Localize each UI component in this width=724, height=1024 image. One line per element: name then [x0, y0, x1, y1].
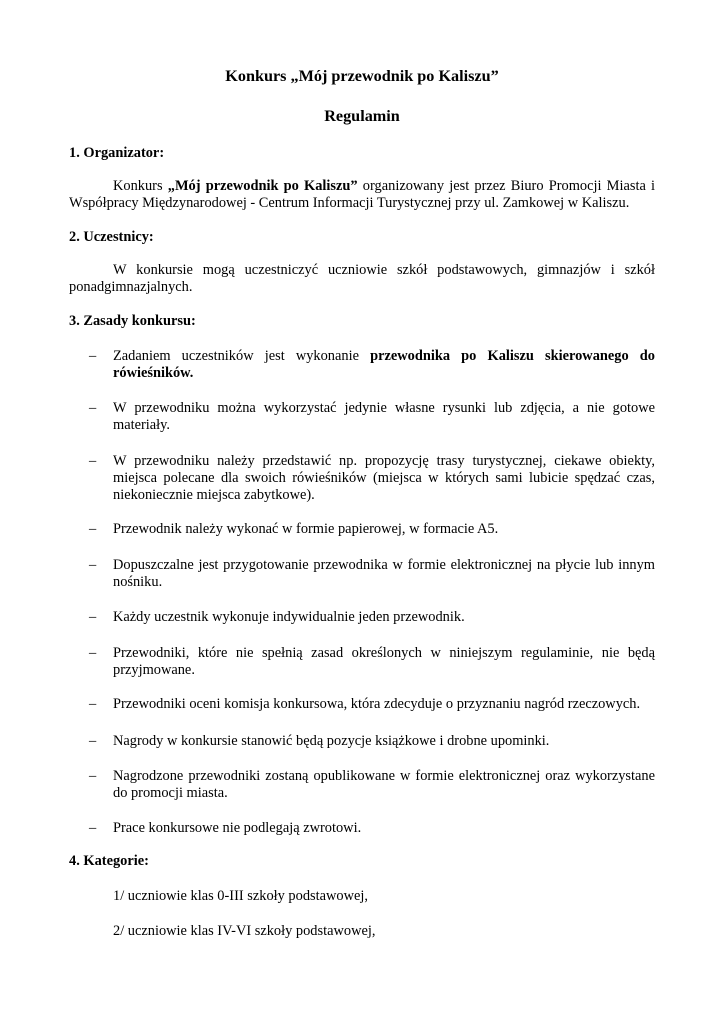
participants-paragraph: W konkursie mogą uczestniczyć uczniowie szkół podstawowych, gimnazjów i szkół ponadgimnazjalnych. [69, 262, 655, 295]
document-subtitle: Regulamin [324, 107, 400, 125]
rule-item-1-bold: przewodnika po Kaliszu skierowanego do rówieśników. [113, 348, 655, 381]
organizer-text-post: organizowany jest przez Biuro Promocji Miasta i Współpracy Międzynarodowej - Centrum Informacji Turystycznej przy ul. Zamkowej w Kaliszu. [69, 178, 656, 211]
section-heading-rules: 3. Zasady konkursu: [69, 313, 196, 329]
list-dash: – [89, 348, 97, 364]
rule-item-3 [89, 453, 655, 504]
rule-item-6 [89, 609, 655, 626]
list-dash: – [89, 557, 97, 573]
list-dash: – [89, 400, 97, 416]
rule-item-1 [89, 348, 655, 382]
document-title: Konkurs „Mój przewodnik po Kaliszu” [225, 67, 499, 85]
rule-item-7 [89, 645, 655, 679]
rule-item-9-text: Nagrody w konkursie stanowić będą pozycje książkowe i drobne upominki. [113, 733, 550, 749]
rule-item-1-text: Zadaniem uczestników jest wykonanie [113, 348, 371, 364]
rule-item-2-text: W przewodniku można wykorzystać jedynie własne rysunki lub zdjęcia, a nie gotowe materiały. [113, 400, 655, 433]
section-heading-participants: 2. Uczestnicy: [69, 229, 154, 245]
rule-item-2 [89, 400, 655, 434]
list-dash: – [89, 820, 97, 836]
category-item-1: 1/ uczniowie klas 0-III szkoły podstawowej, [113, 888, 368, 904]
organizer-text-pre: Konkurs [113, 178, 168, 194]
section-heading-categories: 4. Kategorie: [69, 853, 149, 869]
rule-item-11-text: Prace konkursowe nie podlegają zwrotowi. [113, 820, 362, 836]
rule-item-9 [89, 733, 655, 750]
rule-item-3-text: W przewodniku należy przedstawić np. propozycję trasy turystycznej, ciekawe obiekty, miejsca polecane dla swoich rówieśników (miejsca w których sami lubicie spędzać czas, niekoniecznie miejsca zabytkowe). [113, 453, 655, 503]
rule-item-11 [89, 820, 655, 837]
rule-item-8 [89, 696, 655, 713]
rule-item-5-text: Dopuszczalne jest przygotowanie przewodnika w formie elektronicznej na płycie lub innym nośniku. [113, 557, 655, 590]
rule-item-6-text: Każdy uczestnik wykonuje indywidualnie jeden przewodnik. [113, 609, 465, 625]
list-dash: – [89, 733, 97, 749]
list-dash: – [89, 645, 97, 661]
rule-item-4 [89, 521, 655, 538]
section-heading-organizer: 1. Organizator: [69, 145, 165, 161]
list-dash: – [89, 696, 97, 712]
organizer-paragraph [69, 178, 655, 212]
rule-item-10 [89, 768, 655, 802]
rule-item-10-text: Nagrodzone przewodniki zostaną opublikowane w formie elektronicznej oraz wykorzystane do promocji miasta. [113, 768, 655, 801]
list-dash: – [89, 453, 97, 469]
rule-item-8-text: Przewodniki oceni komisja konkursowa, która zdecyduje o przyznaniu nagród rzeczowych. [113, 696, 641, 712]
rule-item-5 [89, 557, 655, 591]
contest-name-bold: „Mój przewodnik po Kaliszu” [167, 178, 358, 194]
category-item-2: 2/ uczniowie klas IV-VI szkoły podstawowej, [113, 923, 376, 939]
list-dash: – [89, 521, 97, 537]
rule-item-7-text: Przewodniki, które nie spełnią zasad określonych w niniejszym regulaminie, nie będą przyjmowane. [113, 645, 655, 678]
list-dash: – [89, 768, 97, 784]
rule-item-4-text: Przewodnik należy wykonać w formie papierowej, w formacie A5. [113, 521, 499, 537]
list-dash: – [89, 609, 97, 625]
